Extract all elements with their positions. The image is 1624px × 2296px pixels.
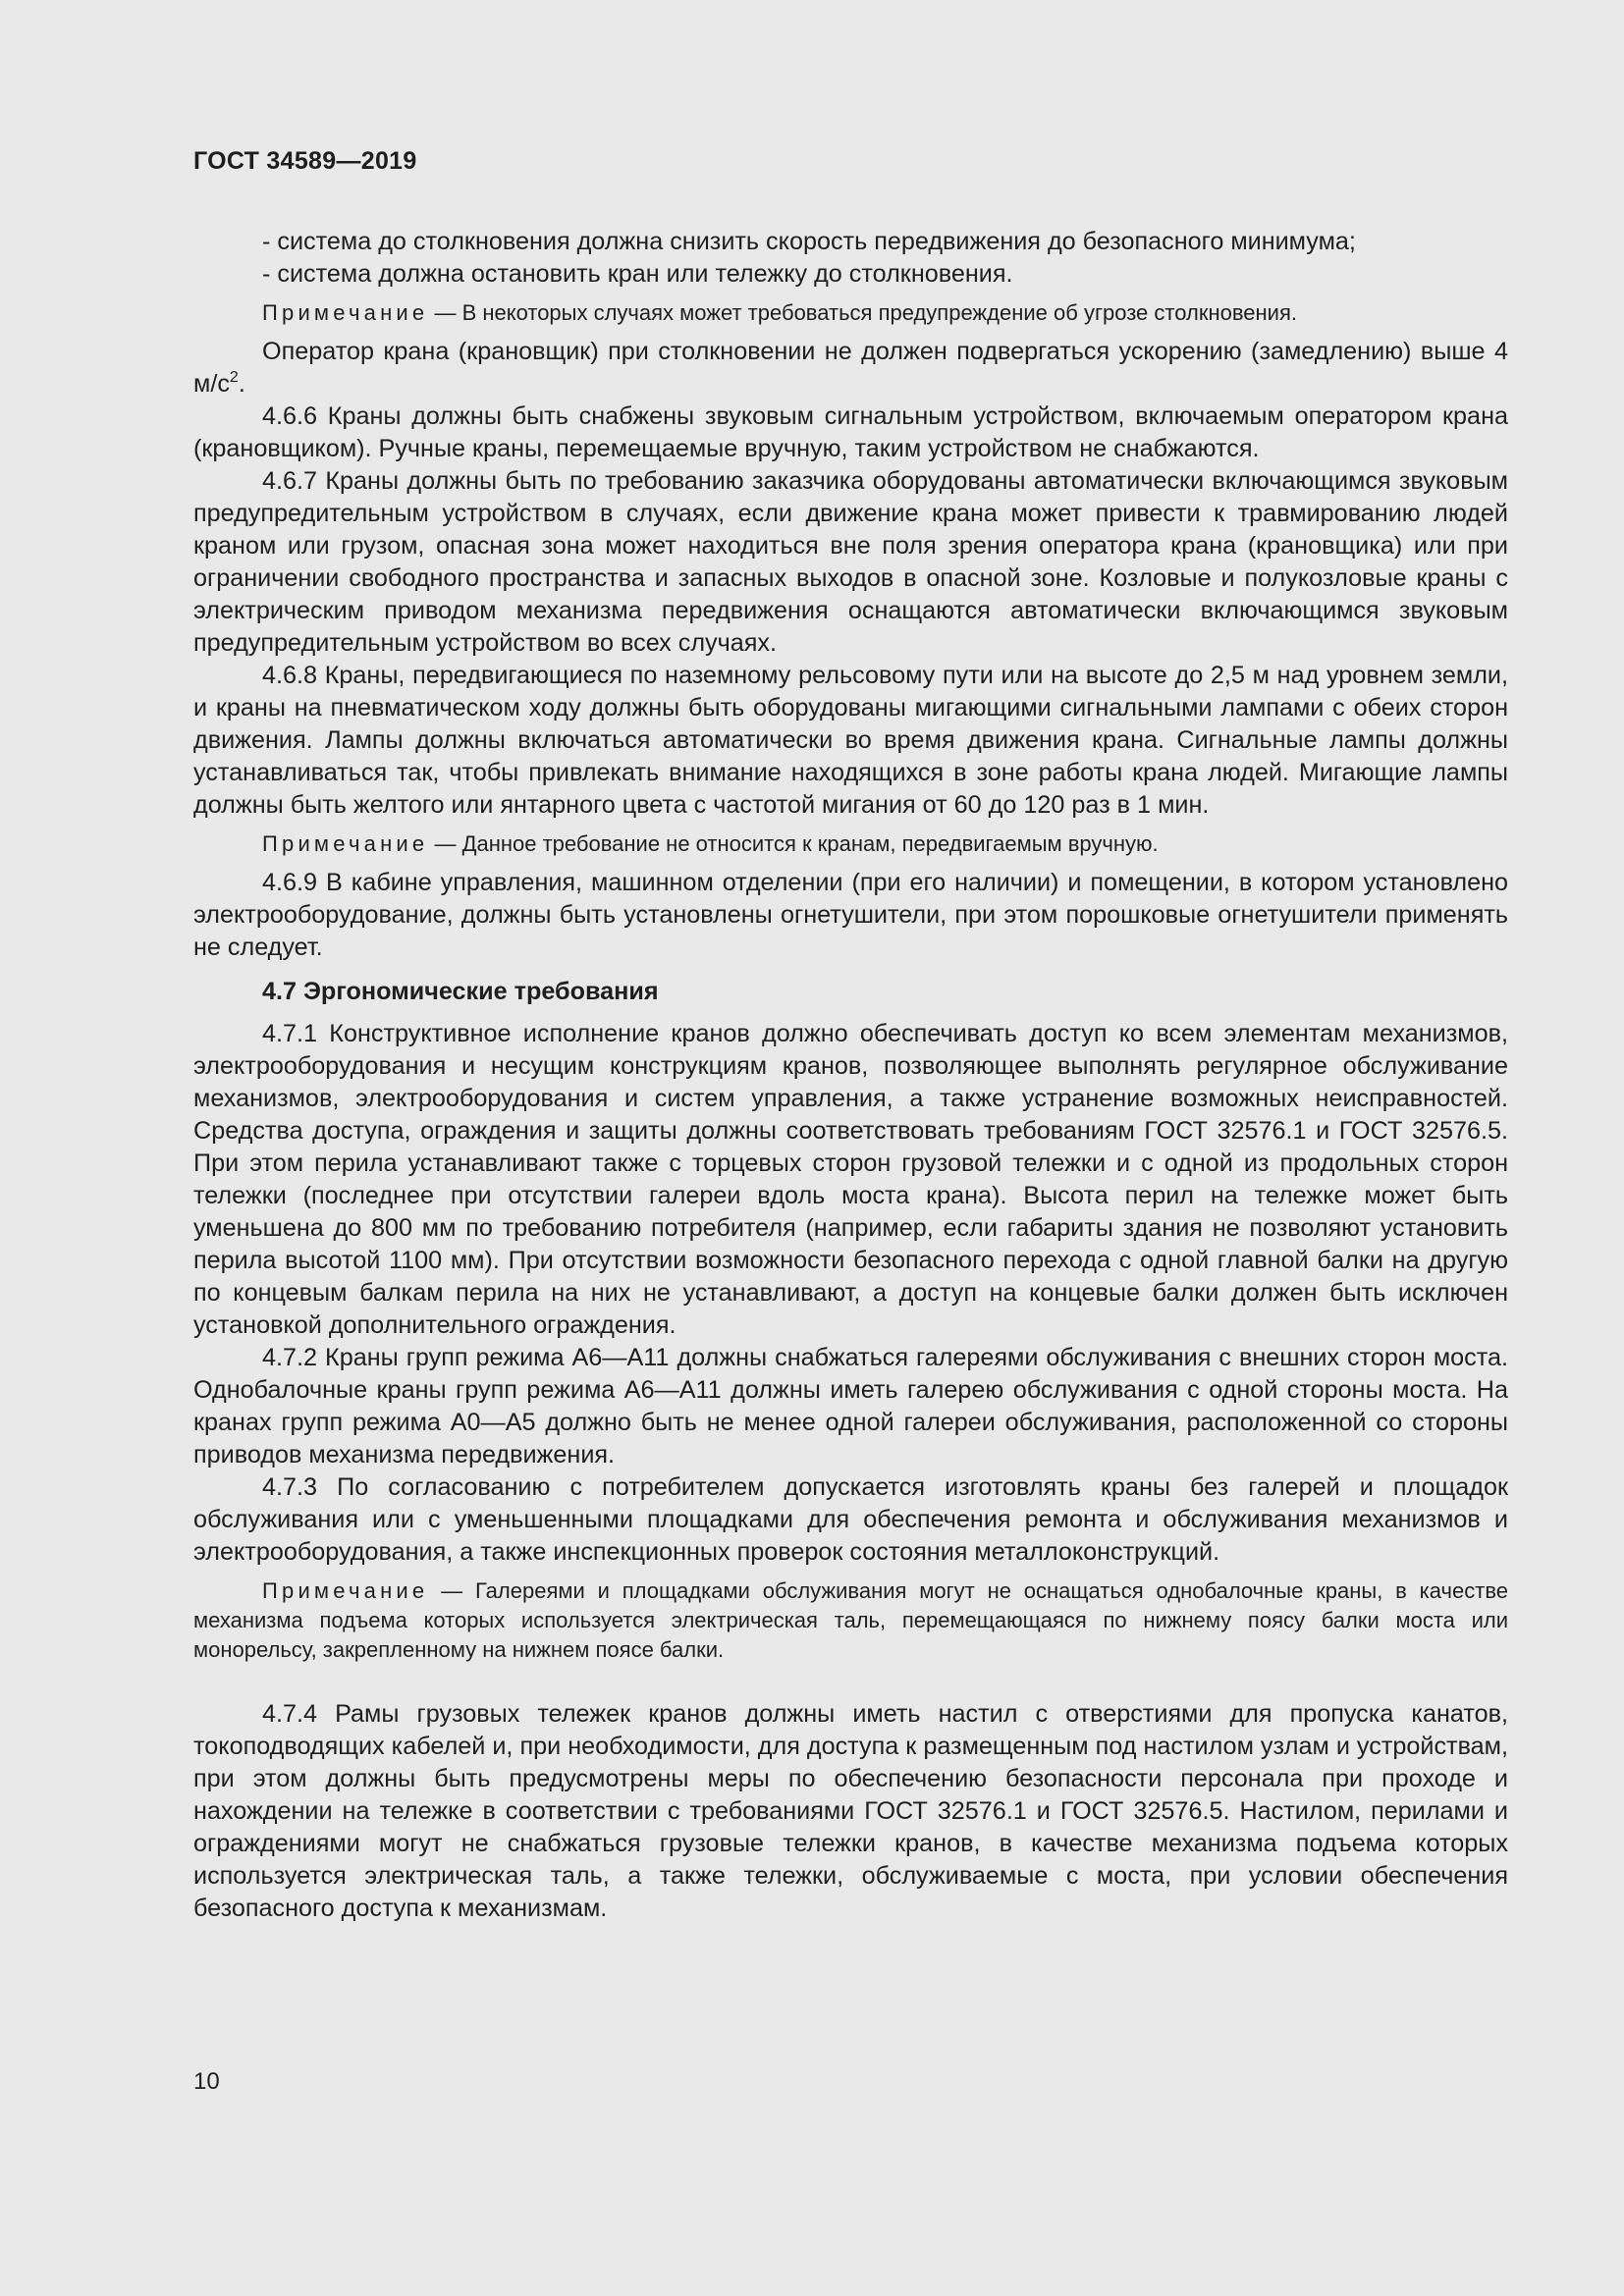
spacer [193,1673,1508,1698]
note-text: — Галереями и площадками обслуживания могут не оснащаться однобалочные краны, в качестве механизма подъема которых используется электрическая таль, перемещающаяся по нижнему поясу балки моста или монорельсу, закрепленному на нижнем поясе балки. [193,1578,1508,1662]
paragraph-4-6-8: 4.6.8 Краны, передвигающиеся по наземному рельсовому пути или на высоте до 2,5 м над уровнем земли, и краны на пневматическом ходу должны быть оборудованы мигающими сигнальными лампами с обеих сторон движения. Лампы должны включаться автоматически во время движения крана. Сигнальные лампы должны устанавливаться так, чтобы привлекать внимание находящихся в зоне работы крана людей. Мигающие лампы должны быть желтого или янтарного цвета с частотой мигания от 60 до 120 раз в 1 мин. [193,662,1508,819]
note-3 [193,1576,1508,1665]
paragraph-4-7-4: 4.7.4 Рамы грузовых тележек кранов должны иметь настил с отверстиями для пропуска канатов, токоподводящих кабелей и, при необходимости, для доступа к размещенным под настилом узлам и устройствам, при этом должны быть предусмотрены меры по обеспечению безопасности персонала при проходе и нахождении на тележке в соответствии с требованиями ГОСТ 32576.1 и ГОСТ 32576.5. Настилом, перилами и ограждениями могут не снабжаться грузовые тележки кранов, в качестве механизма подъема которых используется электрическая таль, а также тележки, обслуживаемые с моста, при условии обеспечения безопасного доступа к механизмам. [193,1700,1508,1922]
paragraph-acceleration [193,336,1508,400]
document-body [193,226,1508,1925]
paragraph-4-6-6: 4.6.6 Краны должны быть снабжены звуковым сигнальным устройством, включаемым оператором крана (крановщиком). Ручные краны, перемещаемые вручную, таким устройством не снабжаются. [193,402,1508,462]
list-item-2: - система должна остановить кран или тележку до столкновения. [262,260,1013,288]
note-label: Примечание [262,300,429,325]
note-1 [193,298,1508,328]
note-2 [193,829,1508,859]
section-heading-4-7: 4.7 Эргономические требования [262,978,659,1005]
paragraph-4-7-1: 4.7.1 Конструктивное исполнение кранов должно обеспечивать доступ ко всем элементам механизмов, электрооборудования и несущим конструкциям кранов, позволяющее выполнять регулярное обслуживание механизмов, электрооборудования и систем управления, а также устранение возможных неисправностей. Средства доступа, ограждения и защиты должны соответствовать требованиям ГОСТ 32576.1 и ГОСТ 32576.5. При этом перила устанавливают также с торцевых сторон грузовой тележки и с одной из продольных сторон тележки (последнее при отсутствии галереи вдоль моста крана). Высота перил на тележке может быть уменьшена до 800 мм по требованию потребителя (например, если габариты здания не позволяют установить перила высотой 1100 мм). При отсутствии возможности безопасного перехода с одной главной балки на другую по концевым балкам перила на них не устанавливают, а доступ на концевые балки должен быть исключен установкой дополнительного ограждения. [193,1020,1508,1339]
note-label: Примечание [262,831,429,856]
superscript: 2 [229,369,239,386]
paragraph-4-6-7: 4.6.7 Краны должны быть по требованию заказчика оборудованы автоматически включающимся звуковым предупредительным устройством в случаях, если движение крана может привести к травмированию людей краном или грузом, опасная зона может находиться вне поля зрения оператора крана (крановщика) или при ограничении свободного пространства и запасных выходов в опасной зоне. Козловые и полукозловые краны с электрическим приводом механизма передвижения оснащаются автоматически включающимся звуковым предупредительным устройством во всех случаях. [193,467,1508,657]
paragraph-4-7-2: 4.7.2 Краны групп режима А6—А11 должны снабжаться галереями обслуживания с внешних сторон моста. Однобалочные краны групп режима А6—А11 должны иметь галерею обслуживания с одной стороны моста. На кранах групп режима А0—А5 должно быть не менее одной галереи обслуживания, расположенной со стороны приводов механизма передвижения. [193,1344,1508,1468]
note-text: — Данное требование не относится к кранам, передвигаемым вручную. [428,831,1159,856]
list-item-1: - система до столкновения должна снизить скорость передвижения до безопасного минимума; [262,228,1356,255]
note-label: Примечание [262,1578,429,1603]
paragraph-text: Оператор крана (крановщик) при столкновении не должен подвергаться ускорению (замедлению) выше 4 м/с [193,338,1508,398]
paragraph-end: . [238,370,245,398]
page-number: 10 [193,2068,220,2095]
document-header: ГОСТ 34589—2019 [193,147,417,175]
paragraph-4-7-3: 4.7.3 По согласованию с потребителем допускается изготовлять краны без галерей и площадок обслуживания или с уменьшенными площадками для обеспечения ремонта и обслуживания механизмов и электрооборудования, а также инспекционных проверок состояния металлоконструкций. [193,1473,1508,1566]
paragraph-4-6-9: 4.6.9 В кабине управления, машинном отделении (при его наличии) и помещении, в котором установлено электрооборудование, должны быть установлены огнетушители, при этом порошковые огнетушители применять не следует. [193,869,1508,961]
note-text: — В некоторых случаях может требоваться предупреждение об угрозе столкновения. [428,300,1297,325]
